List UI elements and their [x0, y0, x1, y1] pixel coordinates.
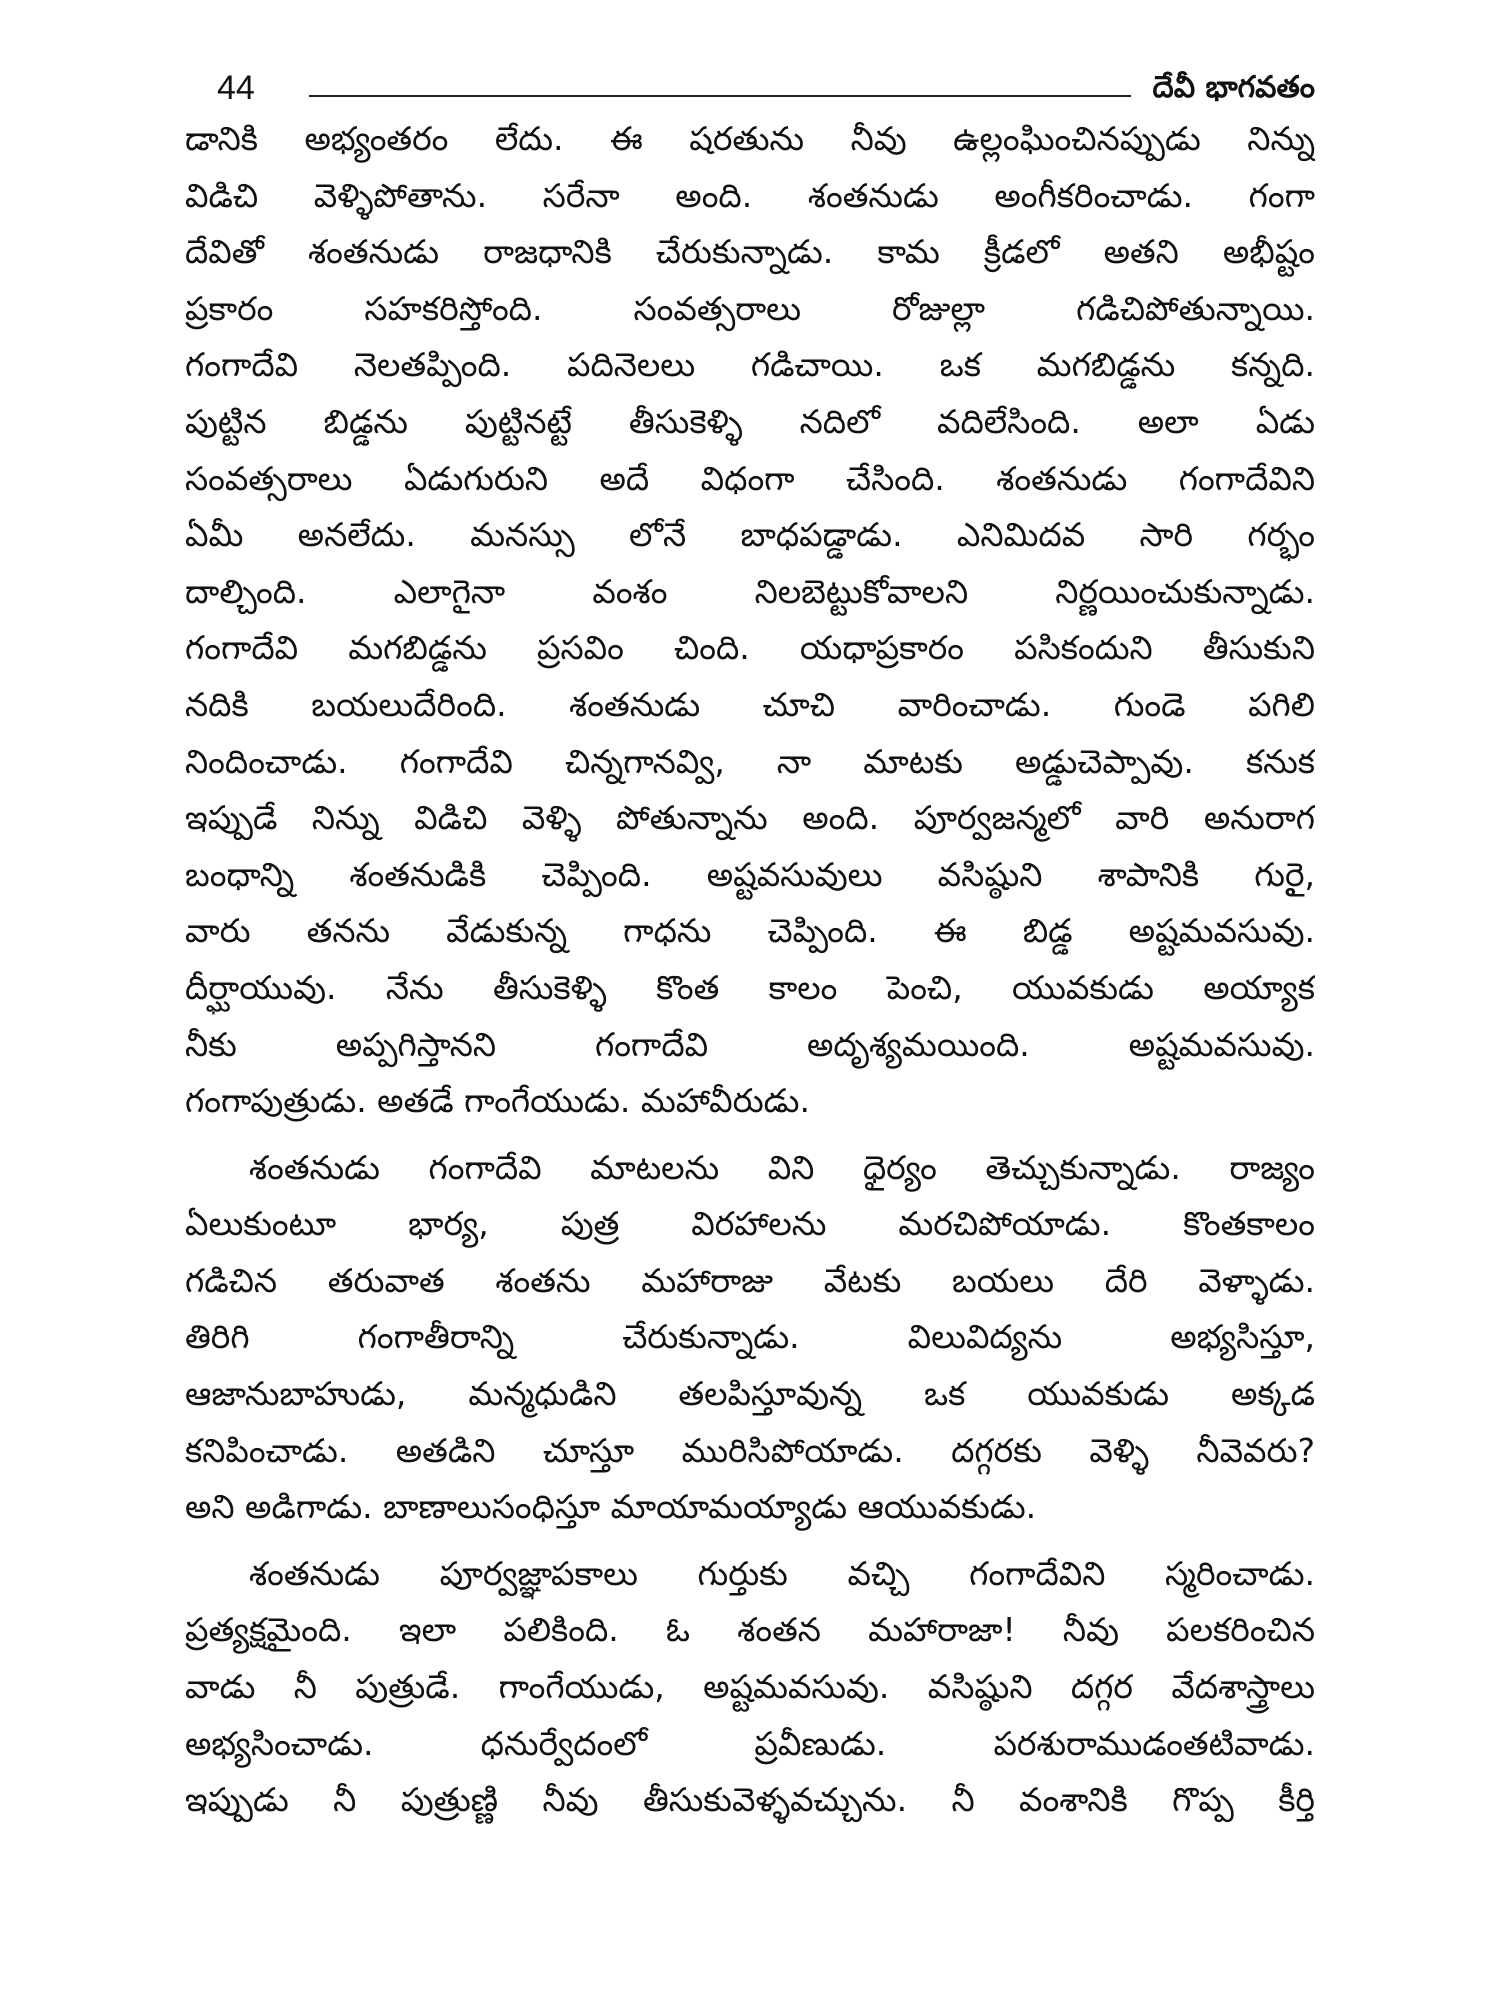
text-line: గంగాపుత్రుడు. అతడే గాంగేయుడు. మహావీరుడు.	[185, 1081, 810, 1121]
paragraph	[185, 1140, 1315, 1536]
text-line: డానికి అభ్యంతరం లేదు. ఈ షరతును నీవు ఉల్లంఘించినప్పుడు నిన్ను	[185, 119, 1315, 158]
text-line: ప్రకారం సహకరిస్తోంది. సంవత్సరాలు రోజుల్లా గడిచిపోతున్నాయి.	[185, 288, 1315, 328]
text-line: దేవితో శంతనుడు రాజధానికి చేరుకున్నాడు. కామ క్రీడలో అతని అభీష్టం	[185, 232, 1315, 272]
text-line: ఇప్పుడే నిన్ను విడిచి వెళ్ళి పోతున్నాను అంది. పూర్వజన్మలో వారి అనురాగ	[185, 798, 1315, 838]
text-line: అభ్యసించాడు. ధనుర్వేదంలో ప్రవీణుడు. పరశురాముడంతటివాడు.	[185, 1723, 1315, 1763]
text-line: గంగాదేవి మగబిడ్డను ప్రసవిం చింది. యధాప్రకారం పసికందుని తీసుకుని	[185, 628, 1315, 668]
text-line: అని అడిగాడు. బాణాలుసంధిస్తూ మాయామయ్యాడు ఆయువకుడు.	[185, 1487, 1037, 1527]
text-line: గడిచిన తరువాత శంతను మహారాజు వేటకు బయలు దేరి వెళ్ళాడు.	[185, 1260, 1315, 1300]
page-header	[185, 55, 1315, 105]
text-line: ఇప్పుడు నీ పుత్రుణ్ణి నీవు తీసుకువెళ్ళవచ్చును. నీ వంశానికి గొప్ప కీర్తి	[185, 1780, 1315, 1820]
text-line: కనిపించాడు. అతడిని చూస్తూ మురిసిపోయాడు. దగ్గరకు వెళ్ళి నీవెవరు?	[185, 1430, 1315, 1470]
text-line: శంతనుడు గంగాదేవి మాటలను విని ధైర్యం తెచ్చుకున్నాడు. రాజ్యం	[249, 1147, 1315, 1187]
paragraph	[185, 1546, 1315, 1829]
text-line: విడిచి వెళ్ళిపోతాను. సరేనా అంది. శంతనుడు అంగీకరించాడు. గంగా	[185, 175, 1315, 215]
paragraph	[185, 111, 1315, 1130]
text-line: దాల్చింది. ఎలాగైనా వంశం నిలబెట్టుకోవాలని నిర్ణయించుకున్నాడు.	[185, 571, 1315, 611]
body-text	[185, 111, 1315, 1829]
text-line: నదికి బయలుదేరింది. శంతనుడు చూచి వారించాడు. గుండె పగిలి	[185, 684, 1315, 724]
text-line: తిరిగి గంగాతీరాన్ని చేరుకున్నాడు. విలువిద్యను అభ్యసిస్తూ,	[185, 1317, 1315, 1357]
text-line: నీకు అప్పగిస్తానని గంగాదేవి అదృశ్యమయింది. అష్టమవసువు.	[185, 1024, 1315, 1064]
running-title: దేవీ భాగవతం	[1152, 70, 1315, 105]
text-line: పుట్టిన బిడ్డను పుట్టినట్టే తీసుకెళ్ళి నదిలో వదిలేసింది. అలా ఏడు	[185, 401, 1315, 441]
text-line: నిందించాడు. గంగాదేవి చిన్నగానవ్వి, నా మాటకు అడ్డుచెప్పావు. కనుక	[185, 741, 1315, 781]
header-rule	[309, 95, 1131, 97]
text-line: ఏమీ అనలేదు. మనస్సు లోనే బాధపడ్డాడు. ఎనిమిదవ సారి గర్భం	[185, 515, 1315, 555]
text-line: సంవత్సరాలు ఏడుగురుని అదే విధంగా చేసింది. శంతనుడు గంగాదేవిని	[185, 458, 1315, 498]
text-line: వాడు నీ పుత్రుడే. గాంగేయుడు, అష్టమవసువు. వసిష్ఠుని దగ్గర వేదశాస్త్రాలు	[185, 1667, 1315, 1707]
text-line: వారు తనను వేడుకున్న గాధను చెప్పింది. ఈ బిడ్డ అష్టమవసువు.	[185, 911, 1315, 951]
text-line: ఆజానుబాహుడు, మన్మధుడిని తలపిస్తూవున్న ఒక యువకుడు అక్కడ	[185, 1374, 1315, 1414]
text-line: ప్రత్యక్షమైంది. ఇలా పలికింది. ఓ శంతన మహారాజా! నీవు పలకరించిన	[185, 1610, 1315, 1650]
text-line: ఏలుకుంటూ భార్య, పుత్ర విరహాలను మరచిపోయాడు. కొంతకాలం	[185, 1204, 1315, 1244]
page-number: 44	[217, 69, 255, 107]
text-line: శంతనుడు పూర్వజ్ఞాపకాలు గుర్తుకు వచ్చి గంగాదేవిని స్మరించాడు.	[249, 1553, 1315, 1593]
text-line: బంధాన్ని శంతనుడికి చెప్పింది. అష్టవసువులు వసిష్ఠుని శాపానికి గురైౖ,	[185, 854, 1315, 894]
text-line: దీర్ఘాయువు. నేను తీసుకెళ్ళి కొంత కాలం పెంచి, యువకుడు అయ్యాక	[185, 967, 1315, 1007]
text-line: గంగాదేవి నెలతప్పింది. పదినెలలు గడిచాయి. ఒక మగబిడ్డను కన్నది.	[185, 345, 1315, 385]
